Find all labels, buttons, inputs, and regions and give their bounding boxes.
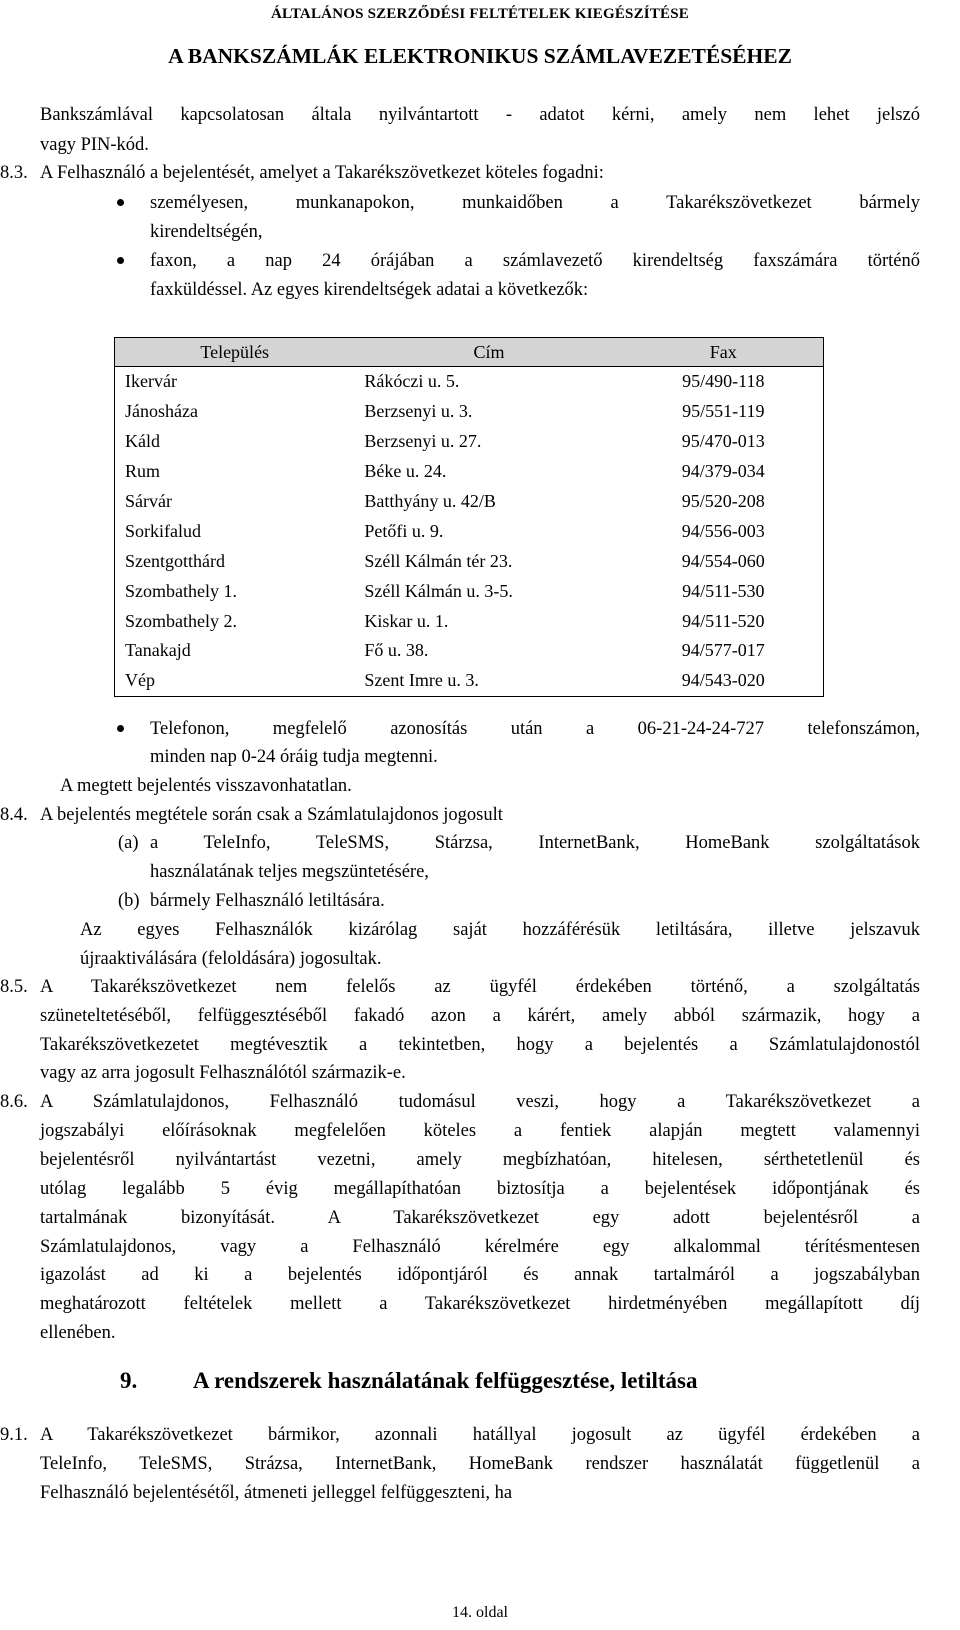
intro-line-1: Bankszámlával kapcsolatosan általa nyilvántartott - adatot kérni, amely nem lehet jelszó bbox=[40, 105, 920, 125]
table-cell: Batthyány u. 42/B bbox=[364, 491, 496, 511]
table-cell: 94/511-530 bbox=[682, 580, 765, 601]
list-text: a TeleInfo, TeleSMS, Stárzsa, InternetBank, HomeBank szolgáltatások bbox=[150, 833, 920, 853]
table-cell: Kiskar u. 1. bbox=[364, 610, 449, 631]
table-cell: Fő u. 38. bbox=[364, 640, 429, 661]
table-row bbox=[115, 666, 824, 696]
table-row bbox=[115, 367, 824, 397]
paragraph-text: Takarékszövetkezetet megtévesztik a tekintetben, hogy a bejelentés a Számlatulajdonostól bbox=[40, 1035, 920, 1055]
table-cell: 94/511-520 bbox=[682, 610, 765, 631]
table-cell: Vép bbox=[115, 666, 355, 696]
paragraph-text: TeleInfo, TeleSMS, Strázsa, InternetBank, HomeBank rendszer használatát függetlenül a bbox=[40, 1454, 920, 1474]
section-number: 8.3. bbox=[0, 163, 28, 183]
paragraph-text: Számlatulajdonos, vagy a Felhasználó kérelmére egy alkalommal térítésmentesen bbox=[40, 1237, 920, 1257]
table-cell: 95/470-013 bbox=[681, 431, 765, 452]
section-number: 8.4. bbox=[0, 805, 28, 825]
bullet-icon bbox=[117, 725, 124, 732]
table-cell: 94/554-060 bbox=[681, 550, 765, 571]
table-row bbox=[115, 576, 824, 606]
table-row bbox=[115, 457, 824, 487]
paragraph-text: újraaktiválására (feloldására) jogosultak. bbox=[80, 949, 382, 969]
paragraph-text: ellenében. bbox=[40, 1323, 116, 1343]
paragraph-text: Az egyes Felhasználók kizárólag saját hozzáférésük letiltására, illetve jelszavuk bbox=[80, 920, 920, 940]
paragraph-text: bejelentésről nyilvántartást vezetni, amely megbízhatóan, hitelesen, sérthetetlenül és bbox=[40, 1150, 920, 1170]
header-line-2: A BANKSZÁMLÁK ELEKTRONIKUS SZÁMLAVEZETÉSÉHEZ bbox=[168, 44, 792, 68]
table-cell: Szent Imre u. 3. bbox=[354, 666, 623, 696]
table-row bbox=[115, 636, 824, 666]
table-cell: Berzsenyi u. 27. bbox=[364, 431, 482, 452]
table-cell: Berzsenyi u. 3. bbox=[364, 401, 473, 422]
paragraph-text: utólag legalább 5 évig megállapíthatóan biztosítja a bejelentések időpontjának és bbox=[40, 1179, 920, 1199]
page-number: 14. oldal bbox=[452, 1604, 508, 1621]
table-cell: Szentgotthárd bbox=[125, 550, 225, 571]
bullet-text: minden nap 0-24 óráig tudja megtenni. bbox=[150, 747, 438, 767]
table-cell: Béke u. 24. bbox=[364, 461, 447, 482]
list-label: (a) bbox=[118, 833, 139, 853]
paragraph-text: A Takarékszövetkezet nem felelős az ügyfél érdekében történő, a szolgáltatás bbox=[40, 977, 920, 997]
section-heading-number: 9. bbox=[120, 1368, 138, 1393]
table-cell: Sárvár bbox=[125, 491, 172, 511]
table-row bbox=[115, 606, 824, 636]
intro-line-2: vagy PIN-kód. bbox=[40, 135, 149, 155]
list-text: használatának teljes megszüntetésére, bbox=[150, 862, 429, 882]
paragraph-text: Felhasználó bejelentésétől, átmeneti jelleggel felfüggeszteni, ha bbox=[40, 1483, 513, 1503]
table-cell: Káld bbox=[125, 431, 160, 452]
list-text: bármely Felhasználó letiltására. bbox=[150, 891, 385, 911]
table-cell: 94/543-020 bbox=[624, 666, 824, 696]
paragraph-text: tartalmának bizonyítását. A Takarékszövetkezet egy adott bejelentésről a bbox=[40, 1208, 920, 1228]
paragraph-text: meghatározott feltételek mellett a Takarékszövetkezet hirdetményében megállapított díj bbox=[40, 1294, 920, 1314]
paragraph-text: A megtett bejelentés visszavonhatatlan. bbox=[60, 776, 352, 796]
bullet-text: Telefonon, megfelelő azonosítás után a 06-21-24-24-727 telefonszámon, bbox=[150, 719, 920, 739]
table-cell: Rum bbox=[125, 461, 161, 482]
bullet-icon bbox=[117, 199, 124, 206]
table-cell: 94/379-034 bbox=[681, 461, 765, 482]
paragraph-text: A Takarékszövetkezet bármikor, azonnali hatállyal jogosult az ügyfél érdekében a bbox=[40, 1425, 920, 1445]
table-cell: 95/551-119 bbox=[682, 401, 765, 422]
paragraph-text: A Számlatulajdonos, Felhasználó tudomásul veszi, hogy a Takarékszövetkezet a bbox=[40, 1092, 920, 1112]
table-cell: Petőfi u. 9. bbox=[364, 520, 444, 541]
header-line-1: ÁLTALÁNOS SZERZŐDÉSI FELTÉTELEK KIEGÉSZÍTÉSE bbox=[270, 6, 689, 22]
bullet-text: faxküldéssel. Az egyes kirendeltségek adatai a következők: bbox=[150, 280, 589, 300]
section-text: A Felhasználó a bejelentését, amelyet a Takarékszövetkezet köteles fogadni: bbox=[40, 163, 604, 183]
table-cell: 95/490-118 bbox=[682, 371, 765, 392]
table-row bbox=[115, 487, 824, 517]
bullet-text: kirendeltségén, bbox=[150, 222, 263, 242]
column-header: Település bbox=[115, 338, 355, 367]
section-number: 8.5. bbox=[0, 977, 28, 997]
section-heading: A rendszerek használatának felfüggesztése, letiltása bbox=[193, 1368, 698, 1393]
table-cell: 94/577-017 bbox=[681, 640, 765, 661]
table-cell: 94/556-003 bbox=[681, 520, 765, 541]
table-cell: Jánosháza bbox=[125, 401, 198, 422]
table-cell: Szombathely 1. bbox=[125, 580, 237, 601]
paragraph-text: szüneteltetéséből, felfüggesztéséből fakadó azon a kárért, amely abból származik, hogy a bbox=[40, 1006, 920, 1026]
paragraph-text: igazolást ad ki a bejelentés időpontjáról és annak tartalmáról a jogszabályban bbox=[40, 1265, 920, 1285]
table-cell: Széll Kálmán tér 23. bbox=[364, 550, 513, 571]
table-row bbox=[115, 427, 824, 457]
column-header: Cím bbox=[354, 338, 623, 367]
table-cell: Szombathely 2. bbox=[125, 610, 237, 631]
bullet-text: személyesen, munkanapokon, munkaidőben a Takarékszövetkezet bármely bbox=[150, 193, 920, 213]
paragraph-text: jogszabályi előírásoknak megfelelően köteles a fentiek alapján megtett valamennyi bbox=[40, 1121, 920, 1141]
bullet-icon bbox=[117, 257, 124, 264]
table-cell: Ikervár bbox=[125, 371, 177, 392]
table-row bbox=[115, 546, 824, 576]
branch-table bbox=[114, 337, 824, 697]
list-label: (b) bbox=[118, 891, 140, 911]
table-cell: Széll Kálmán u. 3-5. bbox=[364, 580, 513, 601]
paragraph-text: vagy az arra jogosult Felhasználótól származik-e. bbox=[40, 1063, 406, 1083]
table-header-row bbox=[115, 338, 824, 367]
table-cell: Sorkifalud bbox=[125, 520, 201, 541]
section-number: 8.6. bbox=[0, 1092, 28, 1112]
section-number: 9.1. bbox=[0, 1425, 28, 1445]
table-row bbox=[115, 516, 824, 546]
table-cell: Tanakajd bbox=[125, 640, 191, 661]
table-cell: Rákóczi u. 5. bbox=[364, 371, 460, 392]
table-cell: 95/520-208 bbox=[681, 491, 765, 511]
table-row bbox=[115, 397, 824, 427]
column-header: Fax bbox=[624, 338, 824, 367]
bullet-text: faxon, a nap 24 órájában a számlavezető kirendeltség faxszámára történő bbox=[150, 251, 920, 271]
section-text: A bejelentés megtétele során csak a Számlatulajdonos jogosult bbox=[40, 805, 503, 825]
